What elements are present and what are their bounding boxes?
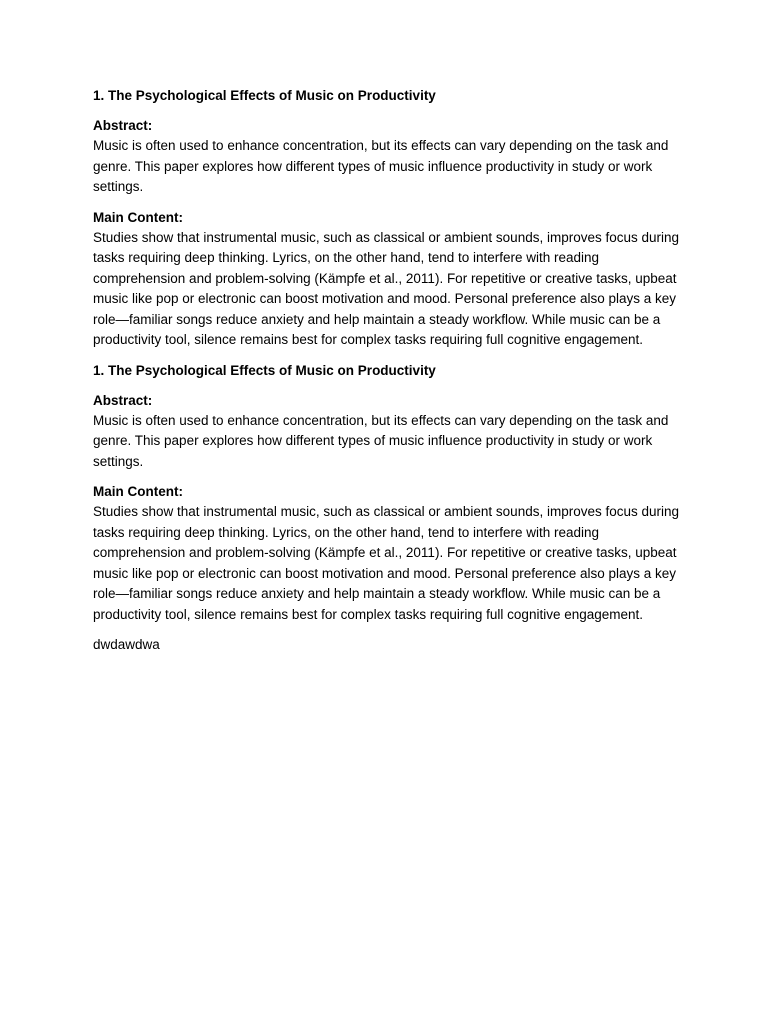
section-2	[93, 361, 683, 626]
main-content-text: Studies show that instrumental music, such as classical or ambient sounds, improves focus during tasks requiring deep thinking. Lyrics, on the other hand, tend to interfere with reading comprehension and problem-solving (Kämpfe et al., 2011). For repetitive or creative tasks, upbeat music like pop or electronic can boost motivation and mood. Personal preference also plays a key role—familiar songs reduce anxiety and help maintain a steady workflow. While music can be a productivity tool, silence remains best for complex tasks requiring full cognitive engagement.	[93, 504, 680, 622]
abstract-heading: Abstract:	[93, 392, 153, 408]
main-content-heading: Main Content:	[93, 209, 183, 225]
section-title: 1. The Psychological Effects of Music on Productivity	[93, 88, 436, 103]
main-content-heading: Main Content:	[93, 484, 183, 499]
abstract-text: Music is often used to enhance concentration, but its effects can vary depending on the task and genre. This paper explores how different types of music influence productivity in study or work settings.	[93, 412, 669, 469]
trailing-text: dwdawdwa	[93, 637, 160, 652]
section-1	[93, 86, 683, 351]
abstract-text: Music is often used to enhance concentration, but its effects can vary depending on the task and genre. This paper explores how different types of music influence productivity in study or work settings.	[93, 138, 669, 194]
document-page	[93, 86, 683, 655]
abstract-heading: Abstract:	[93, 118, 153, 133]
main-content-text: Studies show that instrumental music, such as classical or ambient sounds, improves focus during tasks requiring deep thinking. Lyrics, on the other hand, tend to interfere with reading comprehension and problem-solving (Kämpfe et al., 2011). For repetitive or creative tasks, upbeat music like pop or electronic can boost motivation and mood. Personal preference also plays a key role—familiar songs reduce anxiety and help maintain a steady workflow. While music can be a productivity tool, silence remains best for complex tasks requiring full cognitive engagement.	[93, 229, 680, 347]
section-title: 1. The Psychological Effects of Music on Productivity	[93, 362, 436, 378]
